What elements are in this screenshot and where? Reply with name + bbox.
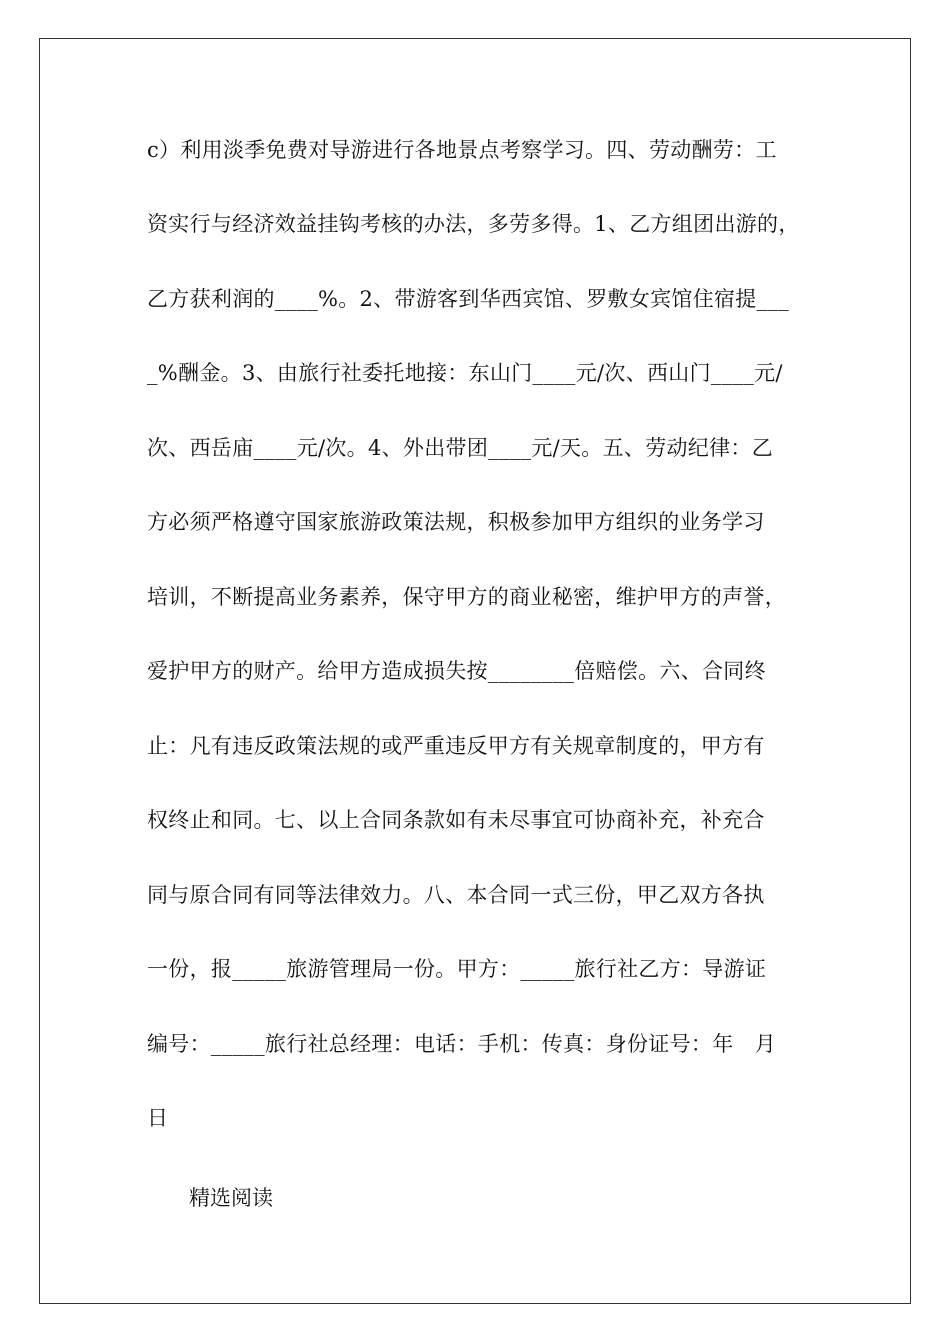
text-line: 次、西岳庙____元/次。4、外出带团____元/天。五、劳动纪律：乙 xyxy=(147,436,774,460)
text-line: 权终止和同。七、以上合同条款如有未尽事宜可协商补充，补充合 xyxy=(147,808,765,832)
text-line: 乙方获利润的____%。2、带游客到华西宾馆、罗敷女宾馆住宿提___ xyxy=(147,287,790,311)
text-line: 培训，不断提高业务素养，保守甲方的商业秘密，维护甲方的声誉， xyxy=(147,585,786,609)
text-line: 编号：_____旅行社总经理：电话：手机：传真：身份证号：年 月 xyxy=(147,1032,777,1056)
text-line: 日 xyxy=(147,1106,169,1130)
text-line: 同与原合同有同等法律效力。八、本合同一式三份，甲乙双方各执 xyxy=(147,883,765,907)
text-line: c）利用淡季免费对导游进行各地景点考察学习。四、劳动酬劳：工 xyxy=(147,138,777,162)
text-line: _%酬金。3、由旅行社委托地接：东山门____元/次、西山门____元/ xyxy=(147,361,783,385)
text-line: 方必须严格遵守国家旅游政策法规，积极参加甲方组织的业务学习 xyxy=(147,510,765,534)
text-line: 一份，报_____旅游管理局一份。甲方：_____旅行社乙方：导游证 xyxy=(147,957,767,981)
text-line: 爱护甲方的财产。给甲方造成损失按________倍赔偿。六、合同终 xyxy=(147,659,766,683)
section-heading: 精选阅读 xyxy=(189,1186,273,1210)
text-line: 止：凡有违反政策法规的或严重违反甲方有关规章制度的，甲方有 xyxy=(147,734,765,758)
text-line: 资实行与经济效益挂钩考核的办法，多劳多得。1、乙方组团出游的， xyxy=(147,212,800,236)
